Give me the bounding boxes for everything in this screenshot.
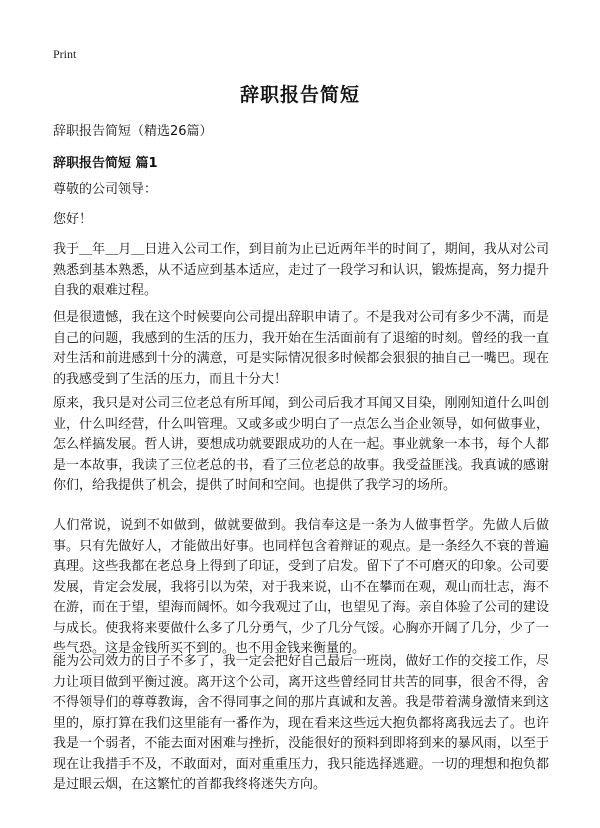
body-paragraph: 我于＿年＿月＿日进入公司工作，到目前为止已近两年半的时间了，期间，我从对公司熟悉到基本熟悉，从不适应到基本适应，走过了一段学习和认识，锻炼提高，努力提升自我的艰难过程。 <box>53 242 549 298</box>
body-paragraph: 能为公司效力的日子不多了，我一定会把好自己最后一班岗，做好工作的交接工作，尽力让项目做到平衡过渡。离开这个公司，离开这些曾经同甘共苦的同事，很舍不得，舍不得领导们的尊尊教诲，舍不得同事之间的那片真诚和友善。我是带着满身激情来到这里的，原打算在我们这里能有一番作为，现在看来这些远大抱负都将离我远去了。也许我是一个弱者，不能去面对困难与挫折，没能很好的预料到即将到来的暴风雨，以至于现在让我措手不及，不敢面对，面对重重压力，我只能选择逃避。一切的理想和抱负都是过眼云烟，在这繁忙的首都我终将迷失方向。 <box>53 654 549 792</box>
body-paragraph: 但是很遗憾，我在这个时候要向公司提出辞职申请了。不是我对公司有多少不满，而是自己的问题，我感到的生活的压力，我开始在生活面前有了退缩的时刻。曾经的我一直对生活和前进感到十分的满意，可是实际情况很多时候都会狠狠的抽自己一嘴巴。现在的我感受到了生活的压力，而且十分大！ <box>53 310 549 387</box>
section-heading: 辞职报告简短 篇1 <box>53 156 158 171</box>
document-title: 辞职报告简短 <box>239 84 360 106</box>
body-paragraph: 原来，我只是对公司三位老总有所耳闻，到公司后我才耳闻又目染，刚刚知道什么叫创业，什么叫经营，什么叫管理。又或多或少明白了一点怎么当企业领导，如何做事业，怎么样搞发展。哲人讲，要想成功就要跟成功的人在一起。事业就象一本书，每个人都是一本故事，我读了三位老总的书，看了三位老总的故事。我受益匪浅。我真诚的感谢你们，给我提供了机会，提供了时间和空间。也提供了我学习的场所。 <box>53 396 549 493</box>
body-paragraph: 人们常说，说到不如做到，做就要做到。我信奉这是一条为人做事哲学。先做人后做事。只有先做好人，才能做出好事。也同样包含着辩证的观点。是一条经久不衰的普遍真理。这些我都在老总身上得到了印证，受到了启发。留下了不可磨灭的印象。公司要发展，肯定会发展，我将引以为荣，对于我来说，山不在攀而在观，观山而壮志，海不在游，而在于望，望海而阔怀。如今我观过了山，也望见了海。亲自体验了公司的建设与成长。使我将来要做什么多了几分勇气，少了几分气馁。心胸亦开阔了几分，少了一些气恐。这是金钱所买不到的。也不用金钱来衡量的。 <box>53 518 549 656</box>
print-link[interactable]: Print <box>53 47 77 61</box>
greeting-line: 尊敬的公司领导： <box>53 182 158 197</box>
document-subtitle: 辞职报告简短（精选26篇） <box>53 124 213 139</box>
hello-line: 您好！ <box>53 212 93 227</box>
